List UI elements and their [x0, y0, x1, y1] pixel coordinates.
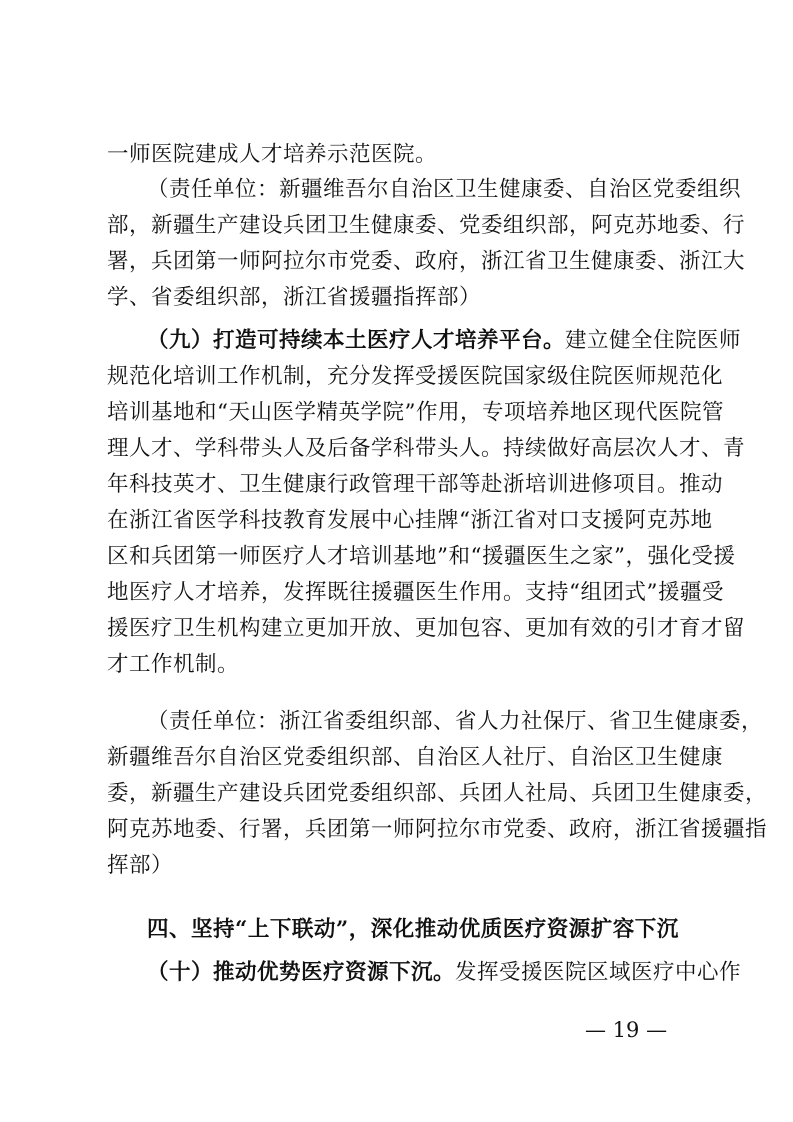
paragraph-line: 培训基地和“天山医学精英学院”作用，专项培养地区现代医院管 [107, 400, 724, 425]
paragraph-line: 援医疗卫生机构建立更加开放、更加包容、更加有效的引才育才留 [107, 616, 746, 641]
paragraph-line: 在浙江省医学科技教育发展中心挂牌“浙江省对口支援阿克苏地 [107, 508, 713, 533]
paragraph-line: 规范化培训工作机制，充分发挥受援医院国家级住院医师规范化 [107, 364, 724, 389]
paragraph-line: 一师医院建成人才培养示范医院。 [107, 142, 438, 167]
responsibility-note-line: 挥部） [107, 853, 174, 878]
paragraph-line: 年科技英才、卫生健康行政管理干部等赴浙培训进修项目。推动 [107, 472, 724, 497]
responsibility-note-line: 阿克苏地委、行署，兵团第一师阿拉尔市党委、政府，浙江省援疆指 [107, 817, 768, 842]
section-9-heading: （九）打造可持续本土医疗人才培养平台。 [147, 328, 566, 353]
section-10-heading: （十）推动优势医疗资源下沉。 [147, 960, 456, 985]
paragraph-line: 区和兵团第一师医疗人才培训基地”和“援疆医生之家”，强化受援 [107, 544, 736, 569]
paragraph-line: 地医疗人才培养，发挥既往援疆医生作用。支持“组团式”援疆受 [107, 580, 724, 605]
section-10-text: 发挥受援医院区域医疗中心作 [455, 960, 742, 985]
paragraph-line: 才工作机制。 [107, 652, 240, 677]
responsibility-note-line: （责任单位：新疆维吾尔自治区卫生健康委、自治区党委组织 [147, 177, 742, 202]
responsibility-note-line: 委，新疆生产建设兵团党委组织部、兵团人社局、兵团卫生健康委， [107, 781, 768, 806]
responsibility-note-line: 部，新疆生产建设兵团卫生健康委、党委组织部，阿克苏地委、行 [107, 213, 746, 238]
section-9-text: 建立健全住院医师 [565, 328, 742, 353]
paragraph-line: 理人才、学科带头人及后备学科带头人。持续做好高层次人才、青 [107, 436, 746, 461]
responsibility-note-line: （责任单位：浙江省委组织部、省人力社保厅、省卫生健康委， [147, 709, 764, 734]
page-number: — 19 — [585, 1018, 668, 1042]
responsibility-note-line: 学、省委组织部，浙江省援疆指挥部） [107, 285, 482, 310]
responsibility-note-line: 新疆维吾尔自治区党委组织部、自治区人社厅、自治区卫生健康 [107, 745, 724, 770]
section-9-first-line [147, 326, 742, 356]
responsibility-note-line: 署，兵团第一师阿拉尔市党委、政府，浙江省卫生健康委、浙江大 [107, 249, 746, 274]
section-10-first-line [147, 958, 742, 988]
section-4-heading: 四、坚持“上下联动”，深化推动优质医疗资源扩容下沉 [147, 917, 679, 942]
